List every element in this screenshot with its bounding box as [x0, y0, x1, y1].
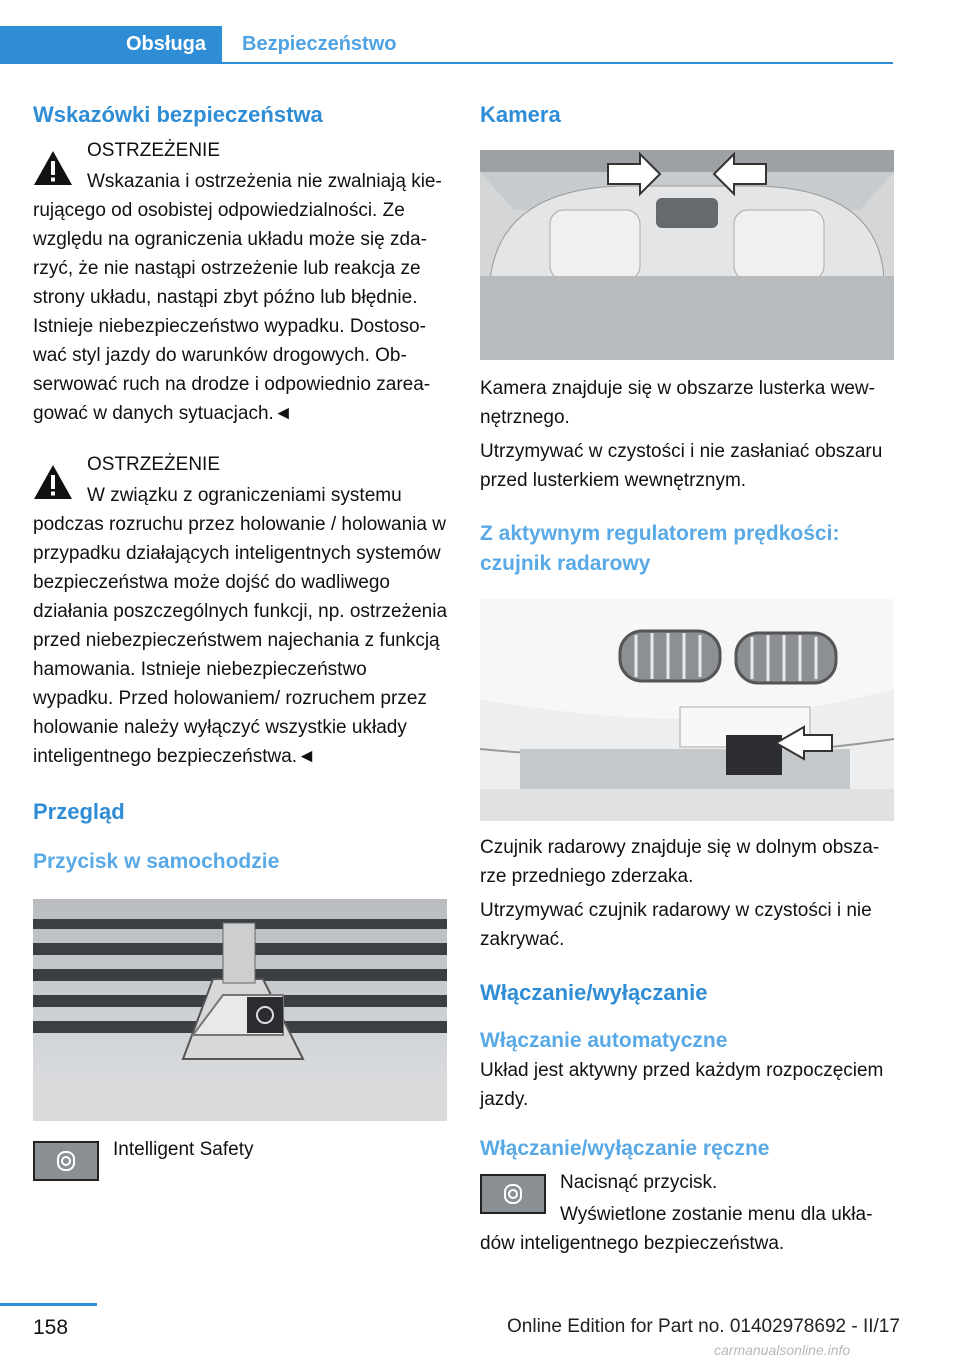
left-column — [33, 100, 447, 1185]
warning-block-1 — [33, 136, 447, 428]
warning-triangle-icon — [33, 150, 73, 186]
page-number: 158 — [33, 1316, 69, 1339]
overview-heading: Przegląd — [33, 799, 125, 824]
intelligent-safety-button-icon — [480, 1174, 546, 1214]
camera-photo — [480, 150, 894, 360]
button-in-car-heading: Przycisk w samochodzie — [33, 850, 280, 873]
camera-heading: Kamera — [480, 102, 561, 127]
radar-heading: Z aktywnym regulatorem prędkości: czujnik radarowy — [480, 522, 840, 575]
camera-text-1: Kamera znajduje się w obszarze lusterka wewnętrznego. — [480, 378, 875, 428]
warning-triangle-icon — [33, 464, 73, 500]
right-column — [480, 100, 894, 1258]
edition-note: Online Edition for Part no. 01402978692 - II/17 — [507, 1316, 900, 1337]
warning-1-text: Wskazania i ostrzeżenia nie zwalniają kierującego od osobistej odpowiedzialności. Ze względu na ograniczenia układu może się zdarzyć, że nie nastąpi ostrzeżenie lub reakcja ze strony układu, nastąpi zbyt późno lub błędnie. Istnieje niebezpieczeństwo wypadku. Dostosować styl jazdy do warunków drogowych. Obserwować ruch na drodze i odpowiednio zareagować w danych sytuacjach.◄ — [33, 171, 442, 424]
tab-obsluga[interactable]: Obsługa — [0, 26, 222, 62]
manual-on-off-heading: Włączanie/wyłączanie ręczne — [480, 1137, 770, 1160]
chapter-tab-bar — [0, 26, 893, 64]
warning-1-title: OSTRZEŻENIE — [87, 140, 221, 161]
manual-instructions — [480, 1168, 894, 1258]
on-off-heading: Włączanie/wyłączanie — [480, 980, 708, 1005]
intelligent-safety-label: Intelligent Safety — [113, 1139, 254, 1160]
manual-text-2: Wyświetlone zostanie menu dla układów inteligentnego bezpieczeństwa. — [480, 1204, 873, 1254]
dashboard-button-photo — [33, 899, 447, 1121]
intelligent-safety-row — [33, 1135, 447, 1185]
manual-text-1: Nacisnąć przycisk. — [560, 1172, 718, 1193]
radar-text-1: Czujnik radarowy znajduje się w dolnym obszarze przedniego zderzaka. — [480, 837, 880, 887]
camera-text-2: Utrzymywać w czystości i nie zasłaniać obszaru przed lusterkiem wewnętrznym. — [480, 441, 883, 491]
radar-sensor-photo — [480, 599, 894, 821]
watermark: carmanualsonline.info — [714, 1342, 851, 1358]
safety-notes-heading: Wskazówki bezpieczeństwa — [33, 102, 323, 127]
radar-text-2: Utrzymywać czujnik radarowy w czystości i nie zakrywać. — [480, 900, 872, 950]
warning-2-text: W związku z ograniczeniami systemu podczas rozruchu przez holowanie / holowania w przypadku działających inteligentnych systemów bezpieczeństwa może dojść do wadliwego działania poszczególnych funkcji, np. ostrzeżenia przed niebezpieczeństwem najechania z funkcją hamowania. Istnieje niebezpieczeństwo wypadku. Przed holowaniem/ rozruchem przez holowanie należy wyłączyć wszystkie układy inteligentnego bezpieczeństwa.◄ — [33, 485, 448, 767]
auto-on-text: Układ jest aktywny przed każdym rozpoczęciem jazdy. — [480, 1060, 884, 1110]
intelligent-safety-button-icon — [33, 1141, 99, 1181]
warning-block-2 — [33, 450, 447, 771]
auto-on-heading: Włączanie automatyczne — [480, 1029, 728, 1052]
footer-accent-line — [0, 1303, 97, 1306]
tab-bezpieczenstwo[interactable]: Bezpieczeństwo — [242, 33, 397, 55]
warning-2-title: OSTRZEŻENIE — [87, 454, 221, 475]
